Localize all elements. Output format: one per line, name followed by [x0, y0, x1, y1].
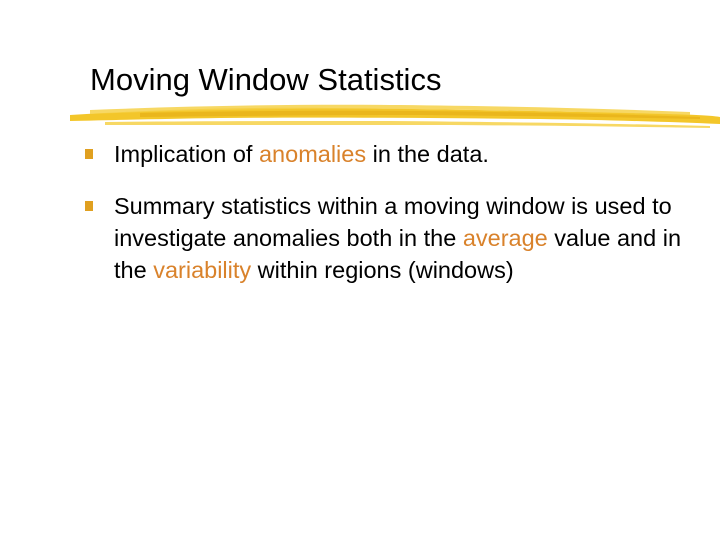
square-bullet-icon — [85, 201, 93, 211]
bullet-text: within regions (windows) — [251, 257, 514, 283]
square-bullet-icon — [85, 149, 93, 159]
bullet-text: Summary statistics within a moving window is used to investigate anomalies both in the — [114, 193, 672, 251]
title-underline-brushstroke — [70, 98, 720, 132]
highlight-text: average — [462, 225, 548, 251]
bullet-item — [84, 138, 704, 170]
highlight-text: variability — [153, 257, 252, 283]
bullet-item — [84, 190, 704, 286]
bullet-text: in the data. — [366, 141, 489, 167]
bullet-text: Implication of — [114, 141, 259, 167]
bullet-text: value and in the — [114, 225, 682, 283]
highlight-text: anomalies — [258, 141, 367, 167]
bullet-list — [84, 138, 704, 306]
slide-title: Moving Window Statistics — [90, 62, 442, 97]
